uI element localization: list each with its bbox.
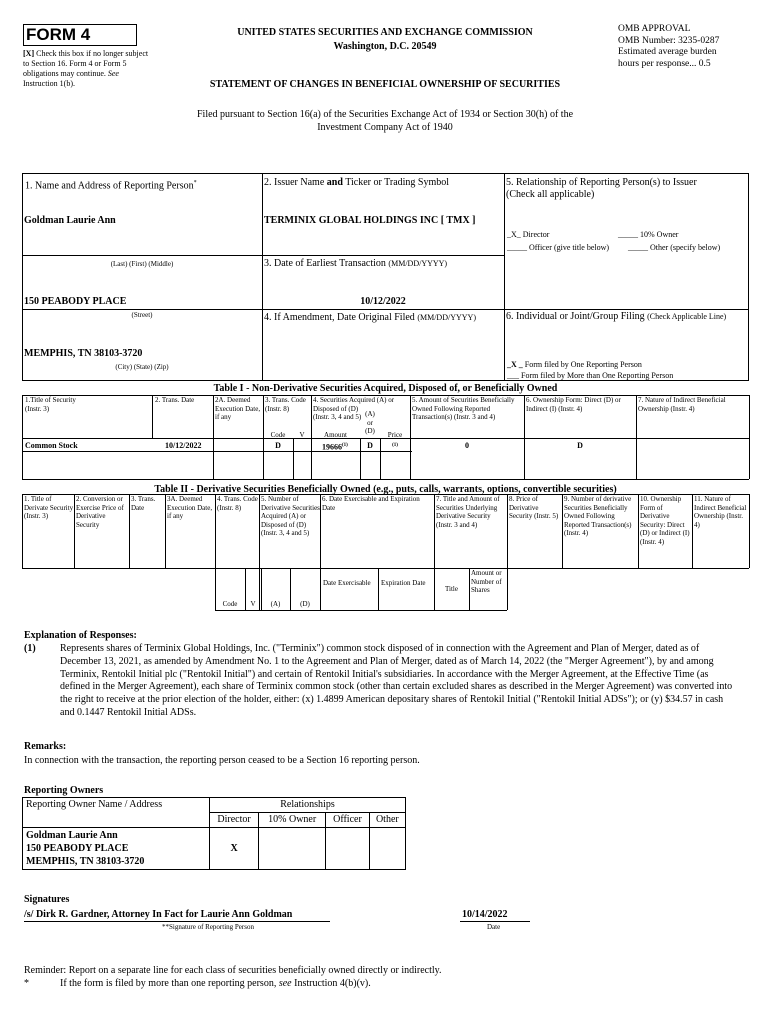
filing-option-1-label: Form filed by One Reporting Person xyxy=(524,360,642,369)
filing-option-1-mark[interactable]: _X _ xyxy=(507,360,523,369)
t1-h5 xyxy=(412,396,524,422)
box4-label-small: (MM/DD/YYYY) xyxy=(417,313,476,322)
t2-v-title xyxy=(469,568,470,610)
owners-row-city: MEMPHIS, TN 38103-3720 xyxy=(26,856,145,867)
divider-2-5 xyxy=(504,173,505,381)
t2-v6 xyxy=(259,494,260,610)
t2-v9 xyxy=(507,494,508,610)
t1-v2 xyxy=(152,395,153,438)
officer-mark[interactable]: _____ xyxy=(507,243,527,252)
t2-v1 xyxy=(22,494,23,568)
reminder-line-2 xyxy=(60,978,371,990)
t2-v7 xyxy=(320,494,321,610)
t2-v10 xyxy=(562,494,563,568)
divider-1-name xyxy=(22,255,262,256)
box1-asterisk: * xyxy=(193,180,197,186)
remarks-text: In connection with the transaction, the reporting person ceased to be a Section 16 reporting person. xyxy=(24,755,420,766)
footnote-1-text: Represents shares of Terminix Global Holdings, Inc. ("Terminix") common stock disposed of in connection with the Agreement and Plan of Merger, dated as of December 13, 2021, as amended by Amendment No. 1 to the Agreement and Plan of Merger, dated as of March 14, 2022 (the "Merger Agreement"), by and among Terminix, Rentokil Initial plc ("Rentokil Initial") and certain of Rentokil Initial's subsidiaries. In accordance with the Merger Agreement, at the Effective Time (as defined in the Merger Agreement), each share of Terminix common stock (other than certain excluded shares as described in the Merger Agreement) was converted into the right to receive at the prior election of the holder, either: (x) 1.4899 American depositary shares of Rentokil Initial ("Rentokil Initial ADSs"); or (y) $34.57 in cash and 0.1447 Rentokil Initial ADSs. xyxy=(60,643,733,718)
officer-option xyxy=(507,243,609,253)
t1-h6: 6. Ownership Form: Direct (D) or Indirect (I) (Instr. 4) xyxy=(526,396,621,413)
ten-pct-mark[interactable]: _____ xyxy=(618,230,638,239)
filing-option-2-mark[interactable]: ___ xyxy=(507,371,519,380)
owners-col-name-text: Reporting Owner Name / Address xyxy=(26,799,163,810)
t1-sub-code: Code xyxy=(270,431,286,439)
explanation-heading: Explanation of Responses: xyxy=(24,630,137,641)
name-caption: (Last) (First) (Middle) xyxy=(110,260,174,268)
footnote-1-label: (1) xyxy=(24,643,36,654)
omb-approval-label: OMB APPROVAL xyxy=(618,24,691,34)
owners-col-other xyxy=(369,813,405,828)
table1-title: Table I - Non-Derivative Securities Acquired, Disposed of, or Beneficially Owned xyxy=(213,383,558,394)
t1-h3-instr: (Instr. 8) xyxy=(265,404,290,413)
owners-row-officer xyxy=(326,828,369,870)
reminder-line-2b: Instruction 4(b)(v). xyxy=(294,978,371,989)
t1-h3-text: 3. Trans. Code xyxy=(265,396,306,404)
t2-v-dates xyxy=(378,568,379,610)
table1-row-bottom xyxy=(22,479,749,480)
owners-col-name xyxy=(23,798,210,828)
t1-v6 xyxy=(410,395,411,479)
remarks-heading: Remarks: xyxy=(24,741,67,752)
t1-v8 xyxy=(636,395,637,479)
t1-h4-text: 4. Securities Acquired (A) or Disposed of (D) xyxy=(313,396,395,413)
form-title: FORM 4 xyxy=(26,25,91,44)
box3-label xyxy=(264,258,504,270)
t2-v2 xyxy=(74,494,75,568)
officer-label: Officer (give title below) xyxy=(529,243,610,252)
filed-pursuant-2: Investment Company Act of 1940 xyxy=(317,122,453,133)
owners-row-director-mark: X xyxy=(230,842,238,854)
t1-h7: 7. Nature of Indirect Beneficial Ownership (Instr. 4) xyxy=(638,396,726,413)
t1-v9 xyxy=(749,395,750,479)
t2-h10: 10. Ownership Form of Derivative Security: Direct (D) or Indirect (I) (Instr. 4) xyxy=(640,495,690,546)
ten-pct-label: 10% Owner xyxy=(640,230,679,239)
table1-sub-bottom xyxy=(22,451,412,452)
t2-h3a: 3A. Deemed Execution Date, if any xyxy=(167,495,213,520)
reminder-line-2a: If the form is filed by more than one reporting person, xyxy=(60,978,277,989)
city-caption: (City) (State) (Zip) xyxy=(115,363,169,371)
t1-row-amount-fn: (1) xyxy=(342,443,348,448)
box2-label-and: and xyxy=(326,177,343,188)
t1-h5-instr: (Instr. 3 and 4) xyxy=(453,413,496,421)
t2-h4: 4. Trans. Code (Instr. 8) xyxy=(217,495,258,512)
t2-sub-a: (A) xyxy=(270,600,281,608)
t2-v13 xyxy=(749,494,750,568)
owners-col-ten-text: 10% Owner xyxy=(268,814,317,825)
box5-label-2: (Check all applicable) xyxy=(506,189,595,200)
t2-v5 xyxy=(215,494,216,610)
t2-sub-date-ex: Date Exercisable xyxy=(323,579,371,587)
t1-row-price xyxy=(380,441,410,453)
t2-h6: 6. Date Exercisable and Expiration Date xyxy=(322,495,420,512)
check-box-see: See xyxy=(107,69,119,78)
check-box-note xyxy=(23,49,153,89)
signature-line xyxy=(24,921,330,922)
omb-number: OMB Number: 3235-0287 xyxy=(618,35,720,46)
omb-approval xyxy=(618,24,768,70)
signature-date: 10/14/2022 xyxy=(462,909,508,920)
date-caption: Date xyxy=(487,923,501,931)
t2-v12 xyxy=(692,494,693,568)
filed-pursuant-1: Filed pursuant to Section 16(a) of the Securities Exchange Act of 1934 or Section 30(h) of the xyxy=(196,109,574,120)
t1-sub-price: Price xyxy=(387,431,403,439)
t1-row-aord: D xyxy=(367,441,373,450)
director-label: Director xyxy=(522,230,550,239)
t2-sub-exp: Expiration Date xyxy=(381,579,426,587)
box6-label-small: (Check Applicable Line) xyxy=(647,312,727,321)
t2-h2: 2. Conversion or Exercise Price of Derivative Security xyxy=(76,495,124,529)
t2-h7: 7. Title and Amount of Securities Underlying Derivative Security (Instr. 3 and 4) xyxy=(436,495,500,529)
owners-row-director xyxy=(210,828,259,870)
box2-label-a: 2. Issuer Name xyxy=(264,177,325,188)
agency-location: Washington, D.C. 20549 xyxy=(333,41,437,52)
box1-label-text: 1. Name and Address of Reporting Person xyxy=(25,180,194,192)
omb-burden-1: Estimated average burden xyxy=(618,47,717,57)
owners-row-ten xyxy=(259,828,326,870)
t2-v3 xyxy=(129,494,130,568)
t2-sub-code: Code xyxy=(222,600,238,608)
earliest-transaction-date: 10/12/2022 xyxy=(360,296,406,307)
box6-label-text: 6. Individual or Joint/Group Filing xyxy=(506,311,645,322)
filing-option-2-label: Form filed by More than One Reporting Person xyxy=(521,371,674,380)
t2-sub-title: Title xyxy=(445,585,458,593)
check-box-text: Check this box if no longer subject to Section 16. Form 4 or Form 5 obligations may continue. xyxy=(23,49,149,78)
box1-label xyxy=(25,177,260,192)
t1-v3 xyxy=(213,395,214,479)
box4-label xyxy=(264,312,508,324)
t1-row-amount-value: 19666 xyxy=(322,442,342,452)
t1-h2a: 2A. Deemed Execution Date, if any xyxy=(215,396,261,421)
divider-3-4 xyxy=(262,309,504,310)
owners-col-other-text: Other xyxy=(375,814,399,825)
reminder-star: * xyxy=(24,978,29,989)
other-label: Other (specify below) xyxy=(650,243,721,252)
box2-label-b: Ticker or Trading Symbol xyxy=(345,177,450,188)
agency-name: UNITED STATES SECURITIES AND EXCHANGE COMMISSION xyxy=(237,27,533,38)
owners-col-ten xyxy=(259,813,326,828)
owners-heading: Reporting Owners xyxy=(24,785,104,796)
divider-5-6 xyxy=(504,309,749,310)
t1-row-code: D xyxy=(275,441,281,450)
t1-v1 xyxy=(22,395,23,479)
table2-sub-bottom xyxy=(215,610,507,611)
check-box-mark[interactable]: [X] xyxy=(23,49,35,58)
table2-header-bottom xyxy=(22,568,749,569)
owners-row-other xyxy=(369,828,405,870)
owners-table xyxy=(22,797,406,870)
box5-label-1: 5. Relationship of Reporting Person(s) to Issuer xyxy=(506,177,697,188)
signatures-heading: Signatures xyxy=(24,894,70,905)
other-mark[interactable]: _____ xyxy=(628,243,648,252)
t1-h1 xyxy=(25,396,150,413)
t2-h1: 1. Title of Derivate Security (Instr. 3) xyxy=(24,495,74,520)
signature-date-line xyxy=(460,921,530,922)
table2-title: Table II - Derivative Securities Beneficially Owned (e.g., puts, calls, warrants, options, convertible securities) xyxy=(154,484,617,495)
t1-row-amount xyxy=(322,441,348,453)
t1-h2: 2. Trans. Date xyxy=(155,396,195,404)
t2-sub-amount: Amount or Number of Shares xyxy=(471,569,502,594)
t1-v-code-v xyxy=(293,438,294,479)
t1-h1-text: 1.Title of Security xyxy=(25,396,76,404)
filing-option-1 xyxy=(507,360,642,370)
owners-col-rel-text: Relationships xyxy=(280,799,335,810)
t1-h1-instr: (Instr. 3) xyxy=(25,404,50,413)
box5-label xyxy=(506,177,746,201)
t1-row-form: D xyxy=(577,441,583,450)
t1-row-date: 10/12/2022 xyxy=(165,441,202,450)
owners-row-name xyxy=(23,828,210,870)
director-option xyxy=(507,230,549,240)
box3-label-text: 3. Date of Earliest Transaction xyxy=(264,258,386,269)
reminder-line-2-see: see xyxy=(278,978,292,989)
box6-label xyxy=(506,311,748,323)
t1-sub-amount: Amount xyxy=(324,431,347,439)
divider-1-2 xyxy=(262,173,263,381)
owners-row-name-text: Goldman Laurie Ann xyxy=(26,830,118,841)
owners-col-officer xyxy=(326,813,369,828)
t1-h3 xyxy=(265,396,311,413)
box3-label-small: (MM/DD/YYYY) xyxy=(388,259,448,268)
divider-2-3 xyxy=(262,255,504,256)
reporting-person-city: MEMPHIS, TN 38103-3720 xyxy=(24,348,143,359)
other-option xyxy=(628,243,720,253)
owners-col-director-text: Director xyxy=(217,814,251,825)
t2-v4 xyxy=(165,494,166,568)
owners-col-relationships xyxy=(210,798,406,813)
signature-caption: **Signature of Reporting Person xyxy=(162,923,254,931)
owners-col-officer-text: Officer xyxy=(333,814,362,825)
check-box-instruction: Instruction 1(b). xyxy=(23,79,75,88)
owners-row-street: 150 PEABODY PLACE xyxy=(26,843,129,854)
reminder-line-1: Reminder: Report on a separate line for each class of securities beneficially owned directly or indirectly. xyxy=(24,965,442,976)
issuer-name: TERMINIX GLOBAL HOLDINGS INC [ TMX ] xyxy=(264,215,476,226)
t1-sub-aord: (A) or (D) xyxy=(365,410,375,435)
t1-row-owned: 0 xyxy=(465,441,469,450)
t2-sub-d: (D) xyxy=(300,600,310,608)
t2-h3: 3. Trans. Date xyxy=(131,495,156,512)
box4-label-text: 4. If Amendment, Date Original Filed xyxy=(264,312,415,323)
t2-sub-v: V xyxy=(250,600,256,608)
t1-h5-text: 5. Amount of Securities Beneficially Owned Following Reported Transaction(s) xyxy=(412,396,515,421)
t2-h11: 11. Nature of Indirect Beneficial Ownership (Instr. 4) xyxy=(694,495,747,529)
owners-row xyxy=(23,828,406,870)
t2-h8: 8. Price of Derivative Security (Instr. 5) xyxy=(509,495,559,520)
filing-option-2 xyxy=(507,371,673,381)
statement-title: STATEMENT OF CHANGES IN BENEFICIAL OWNERSHIP OF SECURITIES xyxy=(209,79,561,90)
t1-sub-v: V xyxy=(299,431,305,439)
t1-row-title: Common Stock xyxy=(25,441,78,450)
t2-h9: 9. Number of derivative Securities Beneficially Owned Following Reported Transaction(s) (Instr. 4) xyxy=(564,495,632,537)
t2-h5: 5. Number of Derivative Securities Acquired (A) or Disposed of (D) (Instr. 3, 4 and 5) xyxy=(261,495,320,537)
box2-label xyxy=(264,177,504,189)
street-caption: (Street) xyxy=(131,311,153,319)
director-mark[interactable]: _X_ xyxy=(507,230,521,239)
ten-pct-option xyxy=(618,230,678,240)
t1-v7 xyxy=(524,395,525,479)
omb-burden-2: hours per response... 0.5 xyxy=(618,58,711,69)
signature-name: /s/ Dirk R. Gardner, Attorney In Fact for Laurie Ann Goldman xyxy=(24,909,293,920)
divider-1-street xyxy=(22,309,262,310)
owners-col-director xyxy=(210,813,259,828)
t1-row-price-fn: (1) xyxy=(392,443,398,448)
t2-v11 xyxy=(638,494,639,568)
reporting-person-street: 150 PEABODY PLACE xyxy=(24,296,127,307)
t1-h4-instr: (Instr. 3, 4 and 5) xyxy=(313,413,362,421)
reporting-person-name: Goldman Laurie Ann xyxy=(24,215,116,226)
